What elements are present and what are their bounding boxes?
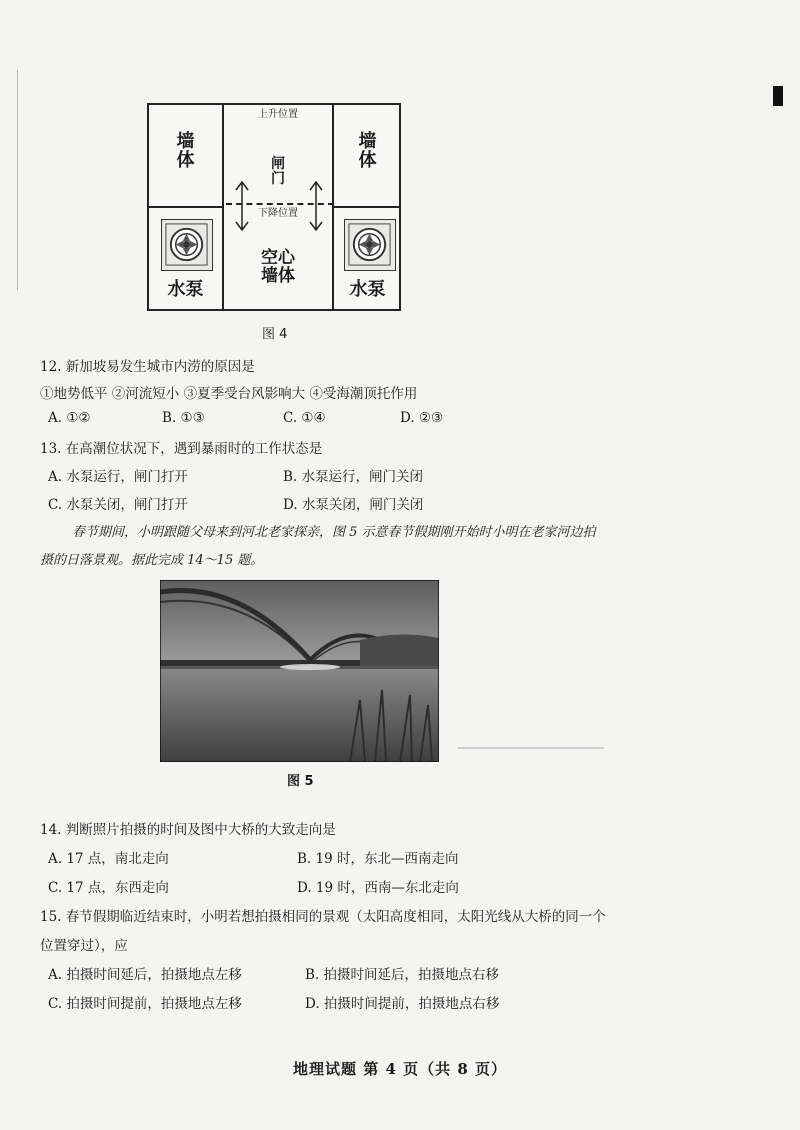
right-wall-label: 墙 体: [358, 131, 377, 171]
q14-option-d: D. 19 时，西南—东北走向: [297, 880, 459, 896]
q15-option-a: A. 拍摄时间延后，拍摄地点左移: [48, 967, 242, 983]
figure-4-caption: 图 4: [262, 327, 288, 342]
left-pump-label: 水泵: [167, 279, 204, 300]
q13-option-a: A. 水泵运行，闸门打开: [48, 469, 188, 485]
right-updown-arrow-icon: [309, 180, 323, 232]
intro-line-1: 春节期间，小明跟随父母来到河北老家探亲，图 5 示意春节假期刚开始时小明在老家河边拍: [72, 525, 596, 540]
scan-artifact: [458, 747, 604, 749]
q14-stem: 14. 判断照片拍摄的时间及图中大桥的大致走向是: [40, 822, 336, 838]
q15-option-c: C. 拍摄时间提前，拍摄地点左移: [48, 996, 242, 1012]
rise-position-label: 上升位置: [258, 109, 298, 120]
page-footer: 地理试题 第 4 页（共 8 页）: [293, 1060, 507, 1078]
hollow-wall-label: 空心 墙体: [261, 248, 295, 286]
q12-statements: ①地势低平 ②河流短小 ③夏季受台风影响大 ④受海潮顶托作用: [40, 386, 418, 402]
q12-stem: 12. 新加坡易发生城市内涝的原因是: [40, 359, 255, 375]
figure-5-photo: [160, 580, 439, 762]
q12-option-d: D. ②③: [400, 410, 444, 426]
q15-option-b: B. 拍摄时间延后，拍摄地点右移: [305, 967, 500, 983]
right-horizontal-divider: [332, 206, 401, 208]
q14-option-b: B. 19 时，东北—西南走向: [297, 851, 459, 867]
q13-option-b: B. 水泵运行，闸门关闭: [283, 469, 424, 485]
q13-option-c: C. 水泵关闭，闸门打开: [48, 497, 188, 513]
scan-corner-mark: [773, 86, 783, 106]
q12-option-c: C. ①④: [283, 410, 326, 426]
figure-4-diagram: [147, 103, 401, 311]
q15-stem-line-2: 位置穿过），应: [40, 938, 128, 954]
scan-edge-line: [17, 70, 18, 290]
q12-option-b: B. ①③: [162, 410, 205, 426]
q13-option-d: D. 水泵关闭，闸门关闭: [283, 497, 424, 513]
left-wall-label: 墙 体: [176, 131, 195, 171]
right-pump-fan-icon: [344, 219, 396, 271]
q15-stem-line-1: 15. 春节假期临近结束时，小明若想拍摄相同的景观（太阳高度相同，太阳光线从大桥的同一个: [40, 909, 606, 925]
q12-option-a: A. ①②: [48, 410, 91, 426]
left-pump-fan-icon: [161, 219, 213, 271]
right-pump-label: 水泵: [349, 279, 386, 300]
left-horizontal-divider: [149, 206, 224, 208]
q15-option-d: D. 拍摄时间提前，拍摄地点右移: [305, 996, 500, 1012]
figure-5-caption: 图 5: [287, 774, 314, 789]
left-updown-arrow-icon: [235, 180, 249, 232]
fall-position-label: 下降位置: [258, 208, 298, 219]
gate-label: 闸 门: [271, 156, 285, 187]
q14-option-a: A. 17 点，南北走向: [48, 851, 169, 867]
intro-line-2: 摄的日落景观。据此完成 14～15 题。: [40, 553, 264, 568]
q14-option-c: C. 17 点，东西走向: [48, 880, 169, 896]
q13-stem: 13. 在高潮位状况下，遇到暴雨时的工作状态是: [40, 441, 323, 457]
